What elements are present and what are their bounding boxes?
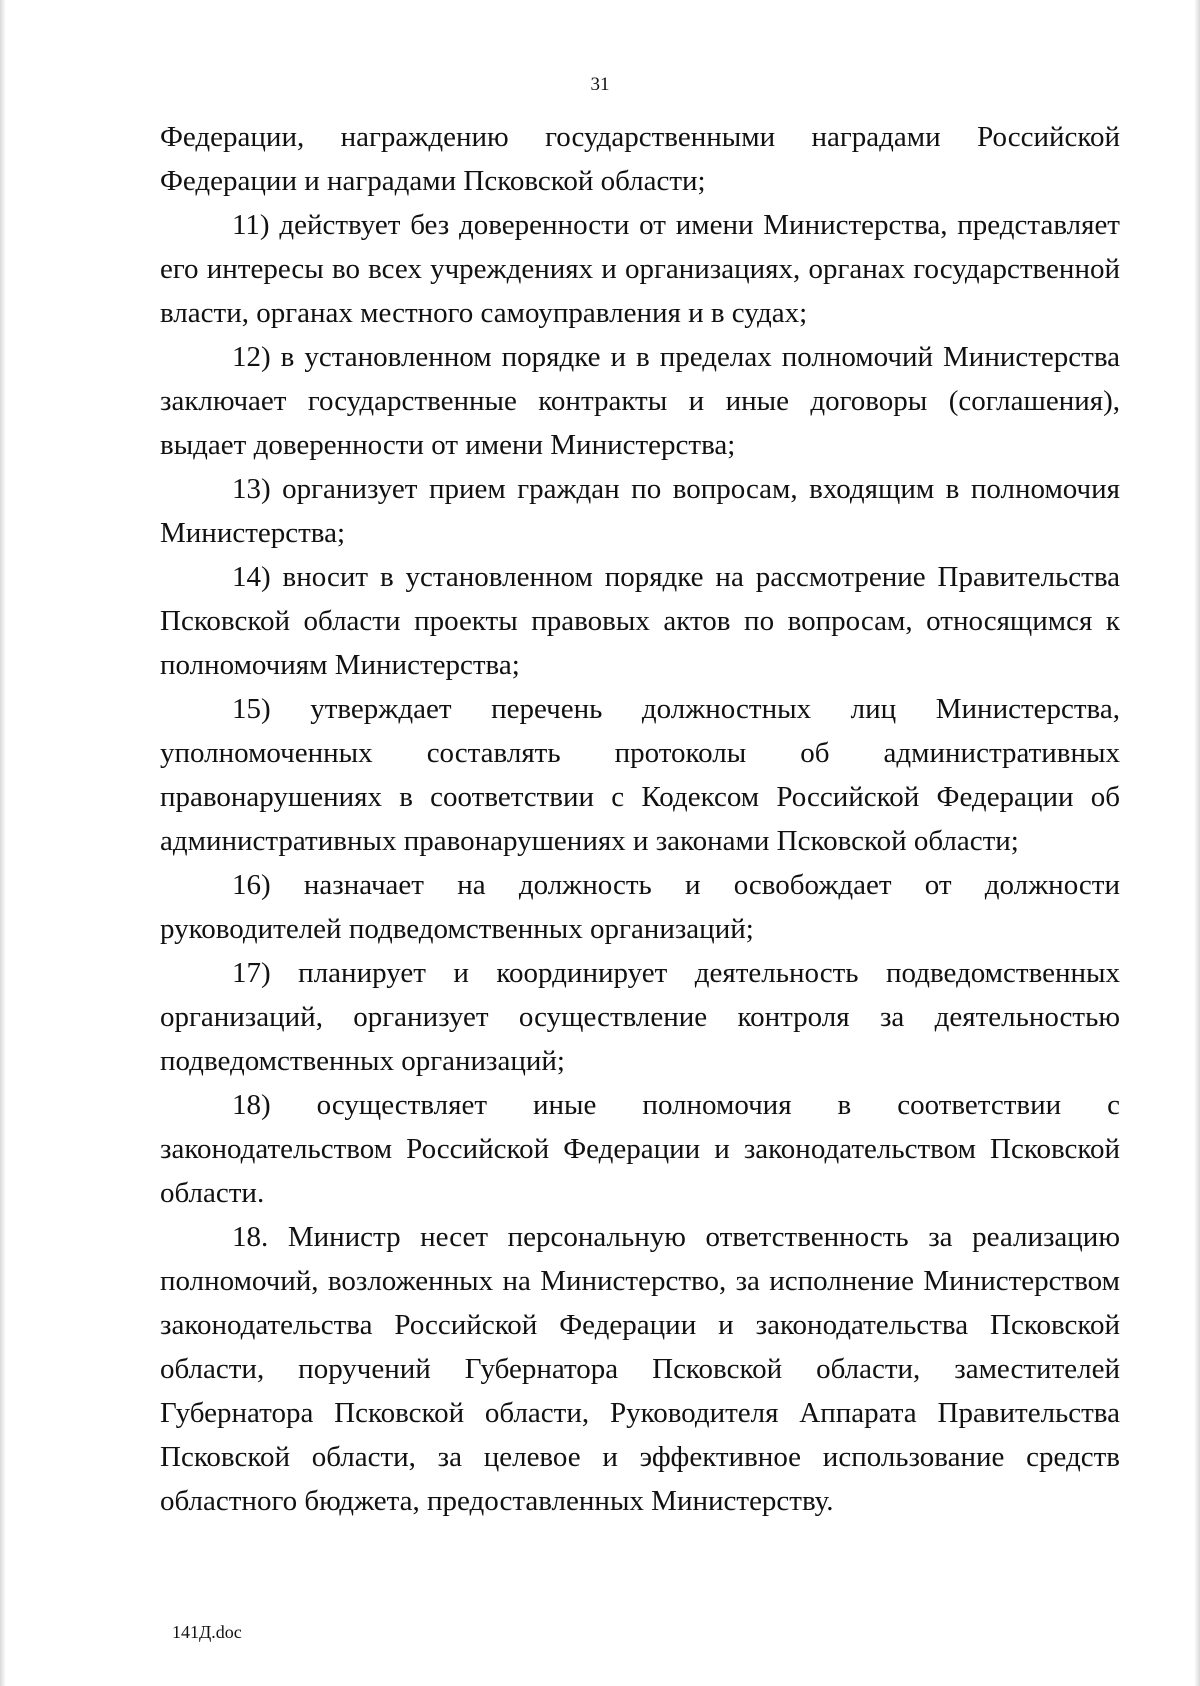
paragraph: 11) действует без доверенности от имени Министерства, представляет его интересы во всех учреждениях и организациях, органах государственной власти, органах местного самоуправления и в судах; [160, 209, 1120, 329]
paragraph: Федерации, награждению государственными наградами Российской Федерации и наградами Псковской области; [160, 121, 1120, 197]
paragraph: 13) организует прием граждан по вопросам, входящим в полномочия Министерства; [160, 473, 1120, 549]
paragraph: 12) в установленном порядке и в пределах полномочий Министерства заключает государственные контракты и иные договоры (соглашения), выдает доверенности от имени Министерства; [160, 341, 1120, 461]
paragraph: 18) осуществляет иные полномочия в соответствии с законодательством Российской Федерации и законодательством Псковской области. [160, 1089, 1120, 1209]
footer-filename: 141Д.doc [172, 1622, 242, 1642]
paragraph: 16) назначает на должность и освобождает от должности руководителей подведомственных организаций; [160, 869, 1120, 945]
paragraph: 18. Министр несет персональную ответственность за реализацию полномочий, возложенных на Министерство, за исполнение Министерством законодательства Российской Федерации и законодательства Псковской области, поручений Губернатора Псковской области, заместителей Губернатора Псковской области, Руководителя Аппарата Правительства Псковской области, за целевое и эффективное использование средств областного бюджета, предоставленных Министерству. [160, 1221, 1120, 1517]
paragraph: 14) вносит в установленном порядке на рассмотрение Правительства Псковской области проекты правовых актов по вопросам, относящимся к полномочиям Министерства; [160, 561, 1120, 681]
page-number: 31 [590, 74, 610, 95]
scan-edge-left [0, 0, 6, 1686]
paragraph: 17) планирует и координирует деятельность подведомственных организаций, организует осуществление контроля за деятельностью подведомственных организаций; [160, 957, 1120, 1077]
scan-edge-right [1194, 0, 1200, 1686]
document-body [160, 115, 1120, 1523]
paragraph: 15) утверждает перечень должностных лиц Министерства, уполномоченных составлять протоколы об административных правонарушениях в соответствии с Кодексом Российской Федерации об административных правонарушениях и законами Псковской области; [160, 693, 1120, 857]
